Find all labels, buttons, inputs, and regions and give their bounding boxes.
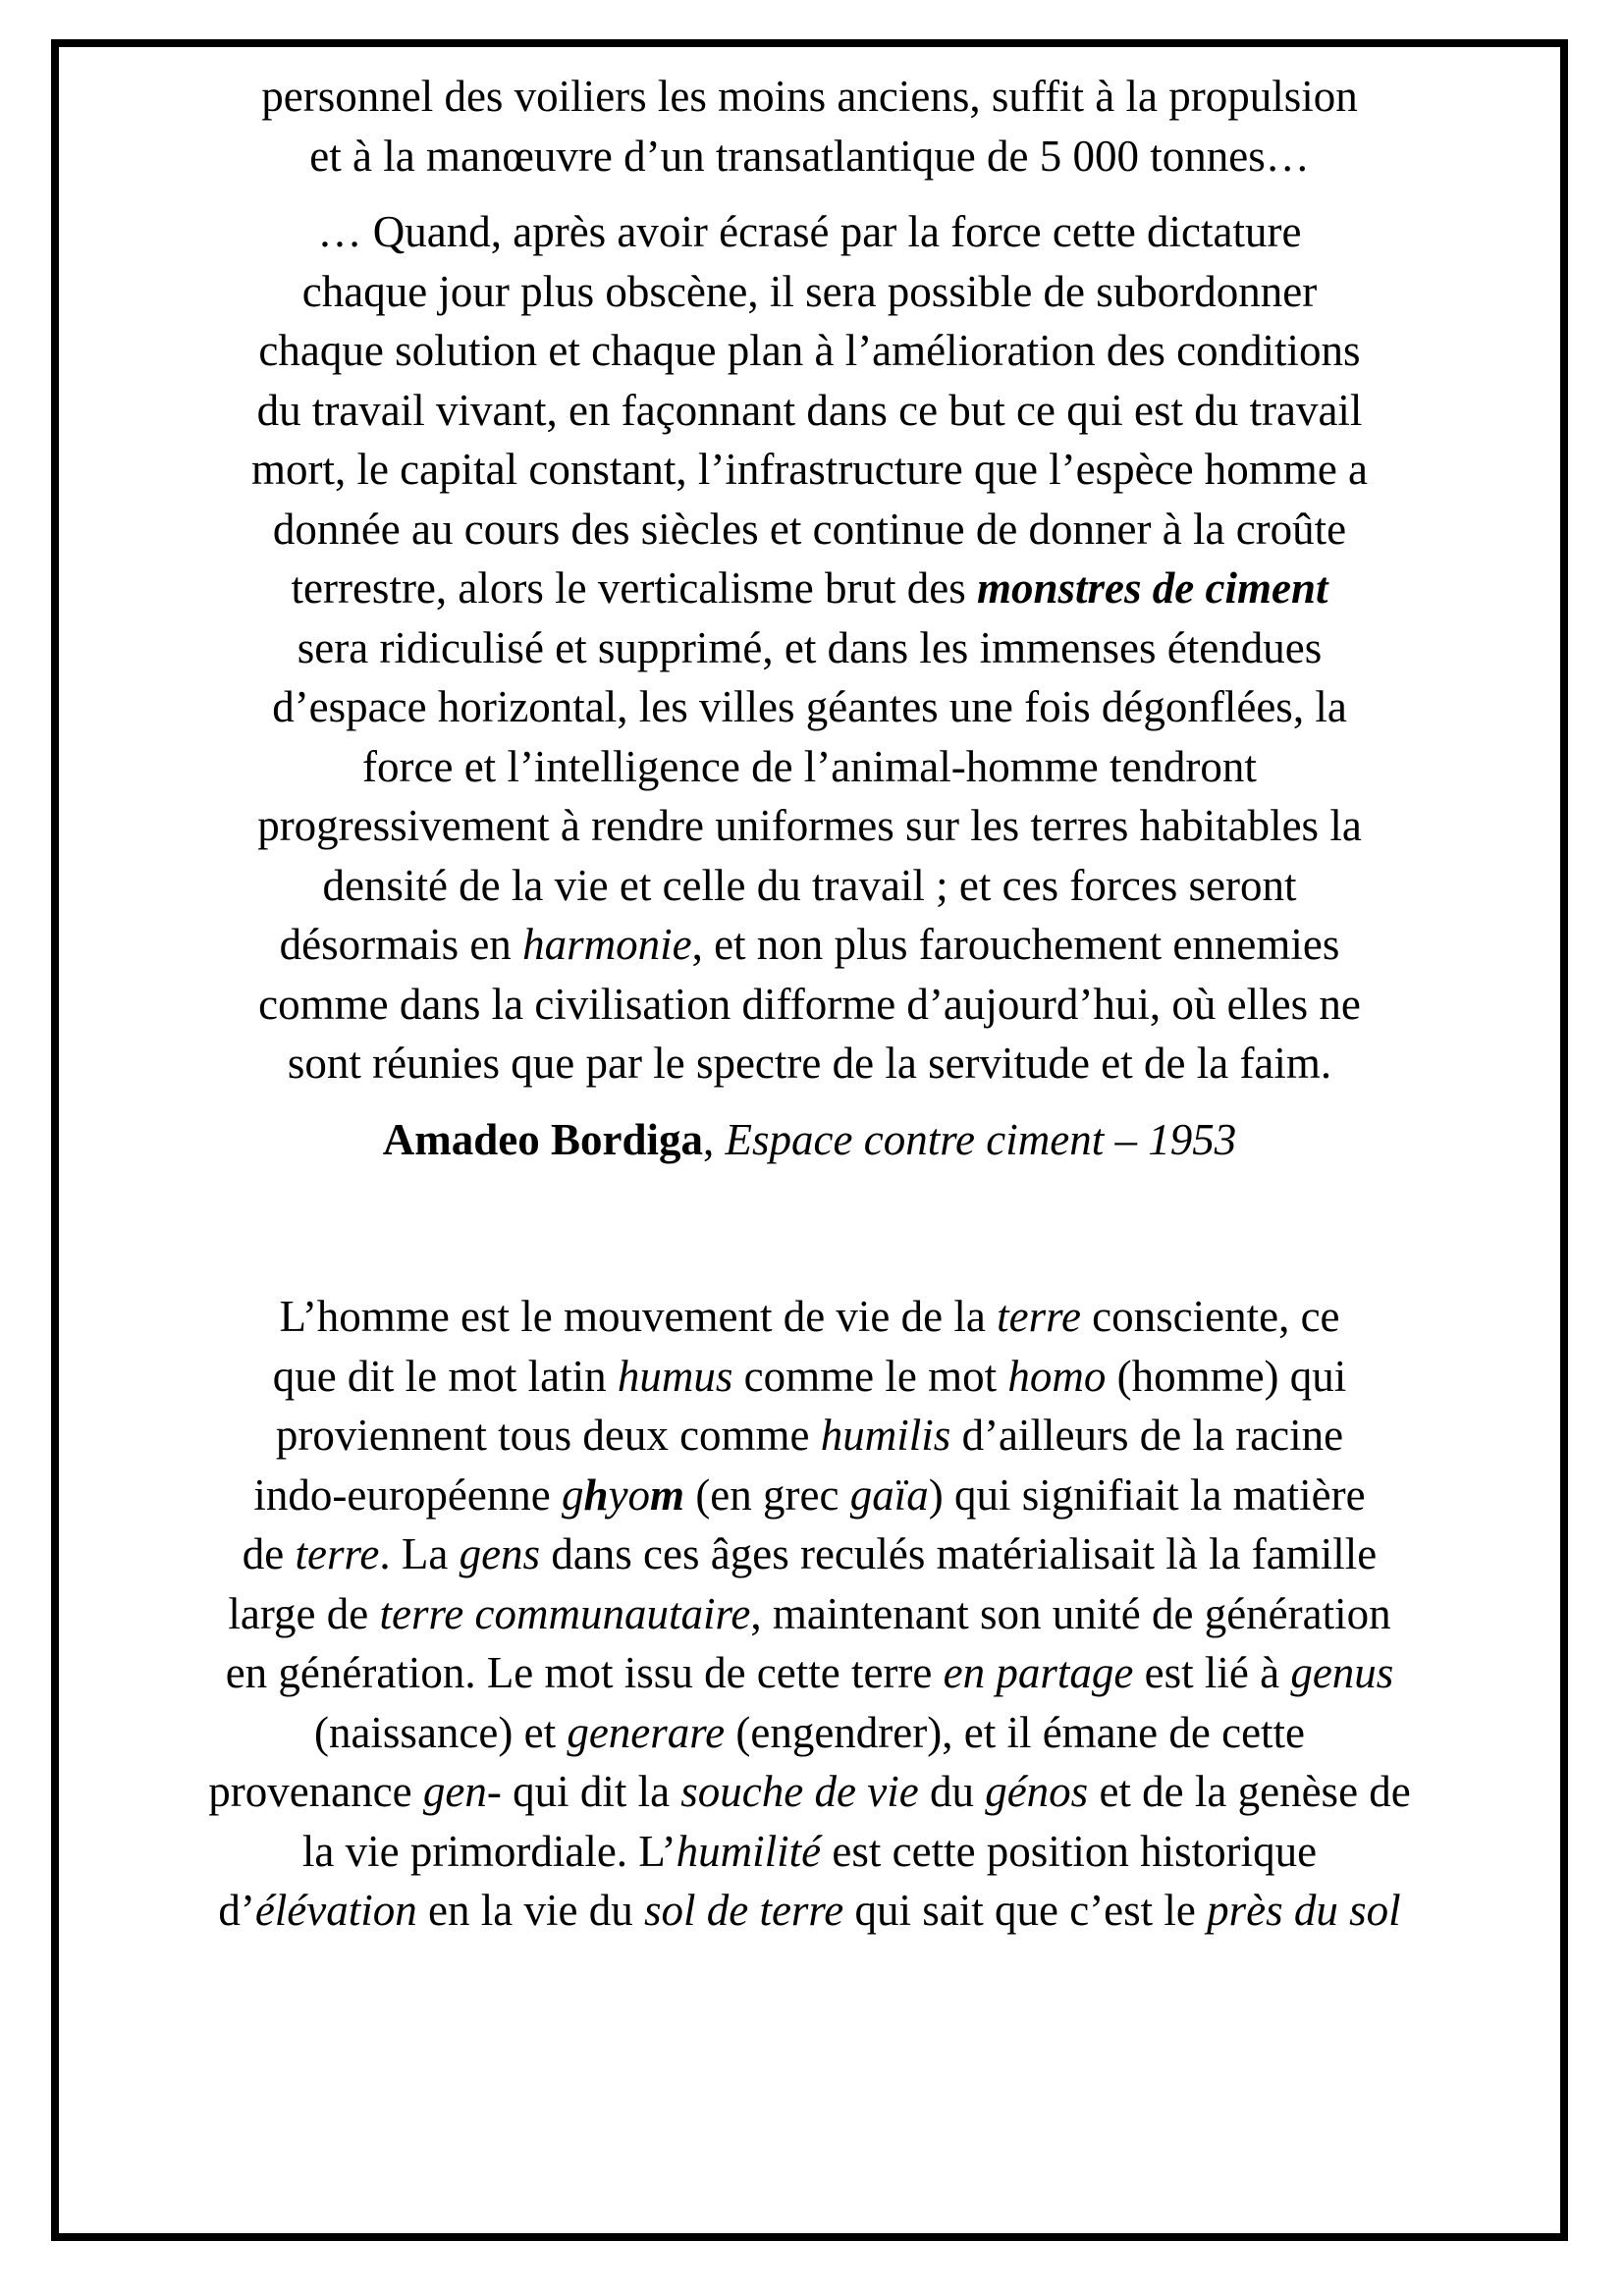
text-line [59, 1347, 1560, 1407]
text-run: et de la genèse de [1088, 1767, 1411, 1816]
text-run: qui dit la [501, 1767, 681, 1816]
root-letter-bold: h [583, 1469, 609, 1520]
text-line: … Quand, après avoir écrasé par la force cette dictature [317, 207, 1302, 256]
text-line: d’espace horizontal, les villes géantes une fois dégonflées, la [272, 682, 1347, 731]
text-run: en la vie du [416, 1886, 644, 1935]
text-line: progressivement à rendre uniformes sur les terres habitables la [257, 801, 1362, 850]
text-line: comme dans la civilisation difforme d’aujourd’hui, où elles ne [258, 979, 1361, 1029]
text-line [59, 1584, 1560, 1644]
text-line [59, 1406, 1560, 1466]
emphasis-italic: gaïa [849, 1469, 929, 1520]
text-run: la vie primordiale. L’ [301, 1826, 677, 1876]
emphasis-italic: generare [567, 1707, 726, 1757]
paragraph-quote [59, 202, 1560, 1094]
text-line [59, 1822, 1560, 1882]
emphasis-italic: gen- [422, 1767, 502, 1816]
emphasis-italic: humilis [820, 1411, 951, 1460]
text-line: du travail vivant, en façonnant dans ce but ce qui est du travail [256, 385, 1363, 435]
text-run: , maintenant son unité de génération [750, 1588, 1391, 1638]
text-line: densité de la vie et celle du travail ; et ces forces seront [322, 860, 1297, 910]
citation [59, 1110, 1560, 1170]
text-run: (naissance) et [313, 1707, 568, 1757]
emphasis-italic: humilité [676, 1826, 822, 1876]
emphasis-italic: terre communautaire [379, 1588, 751, 1638]
text-line [59, 1524, 1560, 1584]
text-line [59, 1881, 1560, 1941]
text-line [59, 1466, 1560, 1525]
root-letter: yo [608, 1469, 651, 1520]
text-run: d’ [218, 1886, 255, 1935]
page-frame [51, 39, 1568, 2241]
text-line: et à la manœuvre d’un transatlantique de 5 000 tonnes… [309, 131, 1310, 181]
text-run: de [242, 1529, 296, 1578]
text-run: dans ces âges reculés matérialisait là la famille [540, 1529, 1378, 1578]
text-line: chaque jour plus obscène, il sera possible de subordonner [301, 266, 1318, 316]
text-line: force et l’intelligence de l’animal-homme tendront [362, 741, 1257, 791]
emphasis-italic: près du sol [1207, 1886, 1401, 1935]
text-run: (engendrer), et il émane de cette [725, 1707, 1306, 1757]
text-run: large de [228, 1588, 380, 1638]
text-run: (en grec [684, 1469, 850, 1520]
text-line [59, 559, 1560, 618]
text-run: désormais en [279, 920, 523, 969]
text-run: d’ailleurs de la racine [950, 1411, 1344, 1460]
text-line [59, 1762, 1560, 1822]
text-run: est cette position historique [821, 1826, 1318, 1876]
text-line: donnée au cours des siècles et continue de donner à la croûte [272, 504, 1347, 554]
text-run: est lié à [1133, 1648, 1291, 1697]
text-line [59, 1287, 1560, 1347]
emphasis-italic: génos [985, 1767, 1089, 1816]
citation-separator: , [703, 1114, 726, 1164]
text-run: (homme) qui [1106, 1351, 1347, 1401]
text-run: . La [379, 1529, 460, 1578]
text-run: indo-européenne [253, 1469, 563, 1520]
document-body [59, 67, 1560, 1941]
emphasis-italic: harmonie [522, 920, 692, 969]
text-run: comme le mot [732, 1351, 1008, 1401]
emphasis-italic: homo [1007, 1351, 1107, 1401]
text-run: terrestre, alors le verticalisme brut des [291, 563, 977, 613]
text-run: proviennent tous deux comme [275, 1411, 821, 1460]
text-line [59, 915, 1560, 975]
text-line: sont réunies que par le spectre de la servitude et de la faim. [287, 1039, 1332, 1088]
citation-line [59, 1110, 1560, 1170]
emphasis-italic: souche de vie [680, 1767, 919, 1816]
text-line: sera ridiculisé et supprimé, et dans les immenses étendues [297, 622, 1323, 672]
emphasis-italic: humus [617, 1351, 733, 1401]
emphasis-bold-italic: monstres de ciment [976, 563, 1328, 613]
emphasis-italic: terre [295, 1529, 380, 1578]
paragraph-intro [59, 67, 1560, 186]
emphasis-italic: élévation [254, 1886, 417, 1935]
citation-author: Amadeo Bordiga [382, 1114, 704, 1164]
text-line [59, 1703, 1560, 1763]
text-line: mort, le capital constant, l’infrastructure que l’espèce homme a [250, 445, 1369, 494]
emphasis-italic: terre [997, 1292, 1081, 1341]
paragraph-commentary [59, 1287, 1560, 1941]
emphasis-italic: sol de terre [643, 1886, 844, 1935]
emphasis-italic: gens [459, 1529, 541, 1578]
citation-work: Espace contre ciment – 1953 [725, 1114, 1237, 1164]
text-run: provenance [208, 1767, 423, 1816]
emphasis-italic: genus [1290, 1648, 1394, 1697]
text-run: qui sait que c’est le [843, 1886, 1208, 1935]
text-line: personnel des voiliers les moins anciens, suffit à la propulsion [261, 72, 1358, 121]
root-letter: g [562, 1469, 584, 1520]
text-line [59, 1643, 1560, 1703]
text-run: L’homme est le mouvement de vie de la [279, 1292, 998, 1341]
root-letter-bold: m [650, 1469, 685, 1520]
text-run: , et non plus farouchement ennemies [691, 920, 1340, 969]
root-word [562, 1470, 684, 1520]
text-run: du [918, 1767, 986, 1816]
text-run: consciente, ce [1080, 1292, 1340, 1341]
emphasis-italic: en partage [943, 1648, 1134, 1697]
text-run: que dit le mot latin [272, 1351, 618, 1401]
text-line: chaque solution et chaque plan à l’amélioration des conditions [258, 326, 1361, 375]
text-run: en génération. Le mot issu de cette terre [225, 1648, 944, 1697]
text-run: ) qui signifiait la matière [928, 1469, 1366, 1520]
